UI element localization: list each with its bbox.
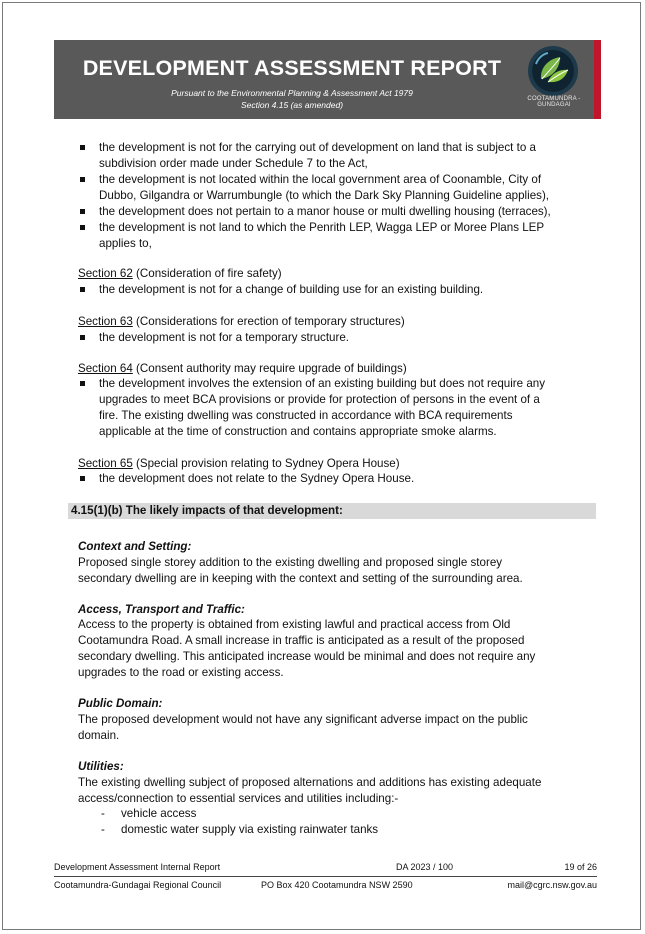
list-item: the development is not for the carrying out of development on land that is subject to a subdivision order made under Schedule 7 to the Act, [78,140,578,172]
utilities-list [97,806,378,838]
bullet-icon [80,177,85,182]
intro-bullet-list [78,140,578,252]
section-62-list [78,282,578,298]
section-63-heading: Section 63 (Considerations for erection of temporary structures) [78,315,405,328]
bullet-icon [80,381,85,386]
utilities-heading: Utilities: [78,760,124,773]
report-header-banner [54,40,601,119]
footer-address: PO Box 420 Cootamundra NSW 2590 [261,880,413,890]
public-domain-heading: Public Domain: [78,697,163,710]
access-paragraph: Access to the property is obtained from existing lawful and practical access from Old Cootamundra Road. A small increase in traffic is anticipated as a result of the proposed secondary dwelling. This anticipated increase would be minimal and does not require any upgrades to the road or existing access. [78,618,536,679]
bullet-icon [80,476,85,481]
public-domain-paragraph: The proposed development would not have any significant adverse impact on the public domain. [78,713,528,742]
council-logo-text: COOTAMUNDRA - GUNDAGAI [527,96,581,108]
bullet-icon [80,287,85,292]
access-heading: Access, Transport and Traffic: [78,603,245,616]
bullet-icon [80,225,85,230]
footer-page-number: 19 of 26 [564,862,597,872]
footer-report-name: Development Assessment Internal Report [54,862,221,872]
context-heading: Context and Setting: [78,540,192,553]
list-item: the development is not land to which the Penrith LEP, Wagga LEP or Moree Plans LEP applies to, [78,220,578,252]
list-item: - vehicle access [101,807,197,820]
section-64-heading: Section 64 (Consent authority may require upgrade of buildings) [78,362,407,375]
list-item: the development is not for a temporary structure. [78,330,578,346]
impacts-heading-bar: 4.15(1)(b) The likely impacts of that development: [68,503,596,519]
context-paragraph: Proposed single storey addition to the existing dwelling and proposed single storey secondary dwelling are in keeping with the context and setting of the surrounding area. [78,556,523,585]
bullet-icon [80,209,85,214]
section-65-heading: Section 65 (Special provision relating to Sydney Opera House) [78,457,400,470]
list-item: the development does not relate to the Sydney Opera House. [78,471,578,487]
section-62-heading: Section 62 (Consideration of fire safety) [78,267,282,280]
report-subtitle-section: Section 4.15 (as amended) [240,100,344,110]
list-item: - domestic water supply via existing rainwater tanks [101,823,379,836]
list-item: the development is not for a change of building use for an existing building. [78,282,578,298]
footer-divider [54,876,597,877]
list-item: the development is not located within the local government area of Coonamble, City of Dubbo, Gilgandra or Warrumbungle (to which the Dark Sky Planning Guideline applies), [78,172,578,204]
footer-da-number: DA 2023 / 100 [396,862,454,872]
report-title: DEVELOPMENT ASSESSMENT REPORT [82,56,502,80]
list-item: the development involves the extension of an existing building but does not require any upgrades to meet BCA provisions or provide for protection of persons in the event of a fire. The existing dwelling was constructed in accordance with BCA requirements applicable at the time of construction and contains appropriate smoke alarms. [78,376,578,440]
footer-email: mail@cgrc.nsw.gov.au [507,880,597,890]
section-64-list [78,376,578,440]
report-subtitle-act: Pursuant to the Environmental Planning & Assessment Act 1979 [171,88,413,98]
footer-council-name: Cootamundra-Gundagai Regional Council [54,880,222,890]
section-63-list [78,330,578,346]
bullet-icon [80,335,85,340]
utilities-paragraph: The existing dwelling subject of proposed alternations and additions has existing adequate access/connection to essential services and utilities including:- [78,776,542,805]
dash-icon: - [101,807,105,820]
section-65-list [78,471,578,487]
list-item: the development does not pertain to a manor house or multi dwelling housing (terraces), [78,204,578,220]
header-accent-bar [594,40,601,119]
bullet-icon [80,145,85,150]
dash-icon: - [101,823,105,836]
